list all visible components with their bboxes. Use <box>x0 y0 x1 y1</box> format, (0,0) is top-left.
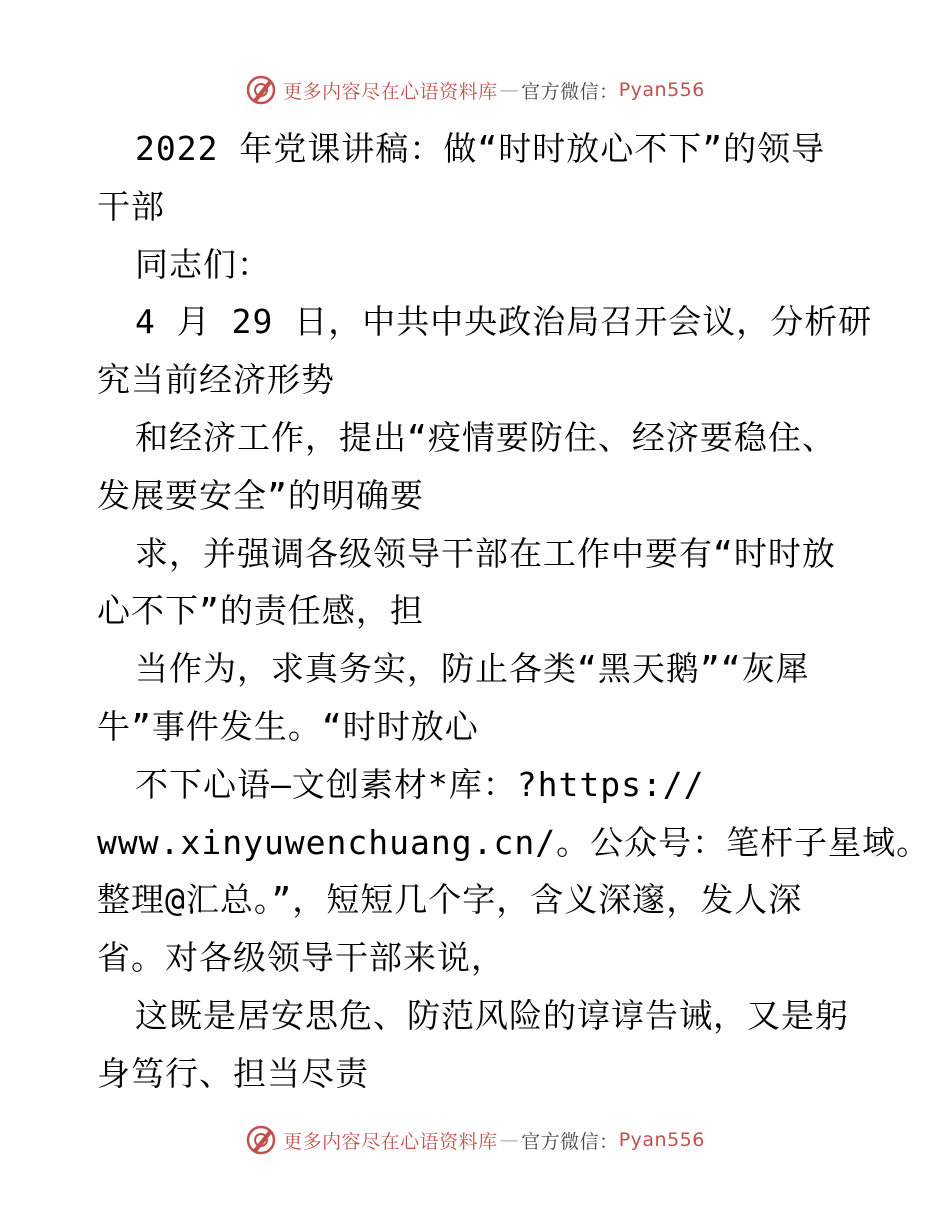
paragraph-line: 求，并强调各级领导干部在工作中要有“时时放 <box>135 533 836 573</box>
document-body <box>97 120 931 1103</box>
paragraph-line: www.xinyuwenchuang.cn/。公众号：笔杆子星域。 <box>97 822 931 862</box>
paragraph-line: 当作为，求真务实，防止各类“黑天鹅”“灰犀 <box>135 649 810 689</box>
title-line-2: 干部 <box>97 186 165 226</box>
paragraph-line: 和经济工作，提出“疫情要防住、经济要稳住、 <box>135 417 836 457</box>
footer-banner <box>0 1122 950 1158</box>
salutation: 同志们： <box>135 244 271 284</box>
pen-circle-logo-icon <box>245 74 277 106</box>
banner-text: 更多内容尽在心语资料库 <box>283 1130 498 1153</box>
wechat-id: Pyan556 <box>618 79 705 101</box>
banner-separator: — <box>499 79 520 101</box>
wechat-label: 官方微信： <box>521 1130 619 1153</box>
wechat-label: 官方微信： <box>521 80 619 103</box>
paragraph-line: 发展要安全”的明确要 <box>97 475 424 515</box>
paragraph-line: 4 月 29 日，中共中央政治局召开会议，分析研 <box>135 302 873 342</box>
banner-separator: — <box>499 1129 520 1151</box>
title-line-1: 2022 年党课讲稿：做“时时放心不下”的领导 <box>135 129 826 168</box>
paragraph-line: 整理@汇总。”，短短几个字，含义深邃，发人深 <box>97 880 803 920</box>
paragraph-line: 不下心语—文创素材*库：?https:// <box>135 764 705 804</box>
header-banner <box>0 72 950 108</box>
banner-text: 更多内容尽在心语资料库 <box>283 80 498 103</box>
paragraph-line: 牛”事件发生。“时时放心 <box>97 706 479 746</box>
paragraph-line: 省。对各级领导干部来说， <box>97 938 505 978</box>
paragraph-line: 究当前经济形势 <box>97 360 335 400</box>
paragraph-line: 这既是居安思危、防范风险的谆谆告诫，又是躬 <box>135 995 849 1035</box>
paragraph-line: 心不下”的责任感，担 <box>97 591 424 631</box>
wechat-id: Pyan556 <box>618 1129 705 1151</box>
pen-circle-logo-icon <box>245 1124 277 1156</box>
paragraph-line: 身笃行、担当尽责 <box>97 1053 369 1093</box>
